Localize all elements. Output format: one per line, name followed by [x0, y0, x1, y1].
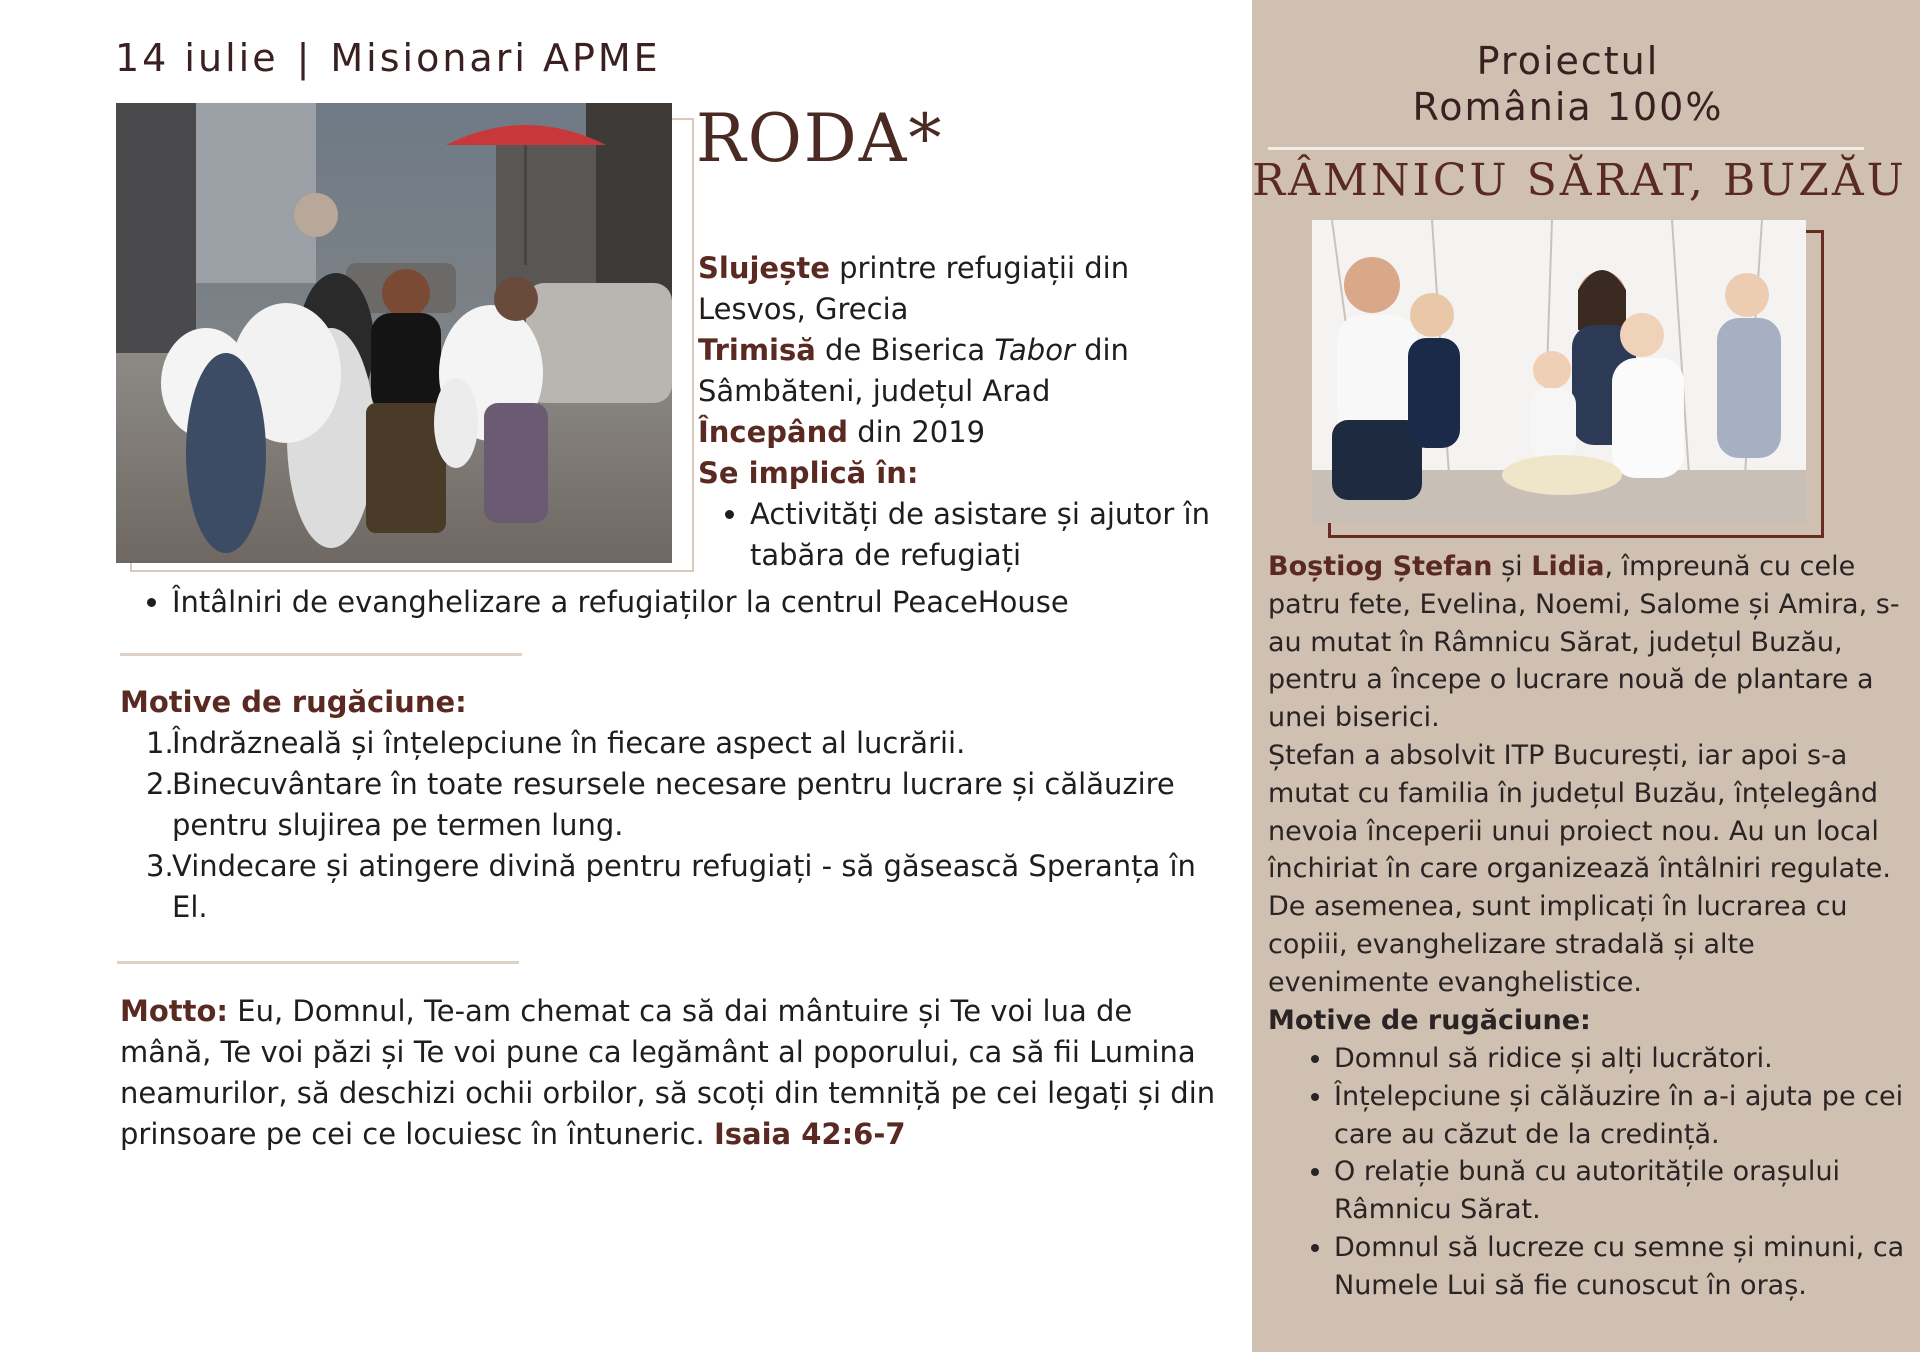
prayer-list [146, 723, 1232, 928]
divider [1268, 147, 1864, 150]
header-separator: | [296, 36, 313, 80]
conjunction: și [1492, 551, 1532, 582]
involved-label: Se implică în: [698, 456, 919, 490]
prayer-title: Motive de rugăciune: [120, 685, 467, 719]
prayer-item [146, 723, 1232, 764]
motto [120, 991, 1230, 1155]
project-title-line-1: Proiectul [1476, 39, 1660, 83]
family-description [1268, 548, 1908, 1002]
missionary-name: RODA* [696, 100, 944, 177]
start-year: din 2019 [848, 415, 986, 449]
photo-illustration [116, 103, 672, 563]
item-number: 3. [146, 849, 174, 883]
item-number: 2. [146, 767, 174, 801]
prayer-item: • O relație bună cu autoritățile orașului Râmnicu Sărat. [1334, 1153, 1920, 1229]
divider [120, 653, 522, 656]
project-panel [1252, 0, 1920, 1352]
missionary-name-1: Boștiog Ștefan [1268, 551, 1493, 582]
prayer-item-text: Îndrăzneală și înțelepciune în fiecare aspect al lucrării. [172, 726, 966, 760]
prayer-item [146, 764, 1232, 846]
involved-list-continued [138, 582, 1252, 623]
item-number: 1. [146, 726, 174, 760]
family-photo [1312, 220, 1806, 523]
sent-text-end: din [1074, 333, 1129, 367]
page-header [115, 36, 661, 80]
prayer-item [146, 846, 1232, 928]
description-text-2: Ștefan a absolvit ITP București, iar apoi s-a mutat cu familia în județul Buzău, înțelegând nevoia începerii unui proiect nou. Au un local închiriat în care organizează întâlniri regulate. De asemenea, sunt implicați în lucrarea cu copiii, evanghelizare stradală și alte evenimente evanghelistice. [1268, 739, 1891, 998]
sent-location: Sâmbăteni, județul Arad [698, 374, 1051, 408]
prayer-item: • Înțelepciune și călăuzire în a-i ajuta pe cei care au căzut de la credință. [1334, 1078, 1920, 1154]
prayer-item: • Domnul să ridice și alți lucrători. [1334, 1040, 1920, 1078]
divider [117, 961, 519, 964]
church-name: Tabor [994, 333, 1075, 367]
description-text: , împreună cu cele patru fete, Evelina, Noemi, Salome și Amira, s-au mutat în Râmnicu Sărat, județul Buzău, pentru a începe o lucrare nouă de plantare a unei biserici. [1268, 551, 1900, 734]
city-title: RÂMNICU SĂRAT, BUZĂU [1252, 155, 1907, 206]
prayer-item-text: Binecuvântare în toate resursele necesare pentru lucrare și călăuzire pentru slujirea pe termen lung. [172, 767, 1175, 842]
motto-text: Eu, Domnul, Te-am chemat ca să dai mântuire și Te voi lua de mână, Te voi păzi și Te voi pune ca legământ al poporului, ca să fii Lumina neamurilor, să deschizi ochii orbilor, să scoți din temniță pe cei legați și din prinsoare pe cei ce locuiesc în întuneric. [120, 994, 1216, 1151]
prayer-title: Motive de rugăciune: [1268, 1005, 1591, 1036]
list-item: • Întâlniri de evanghelizare a refugiaților la centrul PeaceHouse [172, 582, 1252, 623]
involved-list [698, 494, 1218, 576]
sent-text: de Biserica [815, 333, 995, 367]
prayer-list [1300, 1040, 1920, 1305]
project-title-line-2: România 100% [1412, 85, 1724, 129]
date: 14 iulie [115, 36, 279, 80]
start-label: Începând [698, 415, 849, 449]
serves-label: Slujește [698, 251, 830, 285]
prayer-item: • Domnul să lucreze cu semne și minuni, ca Numele Lui să fie cunoscut în oraș. [1334, 1229, 1920, 1305]
list-item: • Activități de asistare și ajutor în tabăra de refugiați [750, 494, 1218, 576]
refugees-street-photo [116, 103, 672, 563]
motto-label: Motto: [120, 994, 229, 1028]
photo-illustration [1312, 220, 1806, 523]
serves-location: Lesvos, Grecia [698, 292, 909, 326]
sent-label: Trimisă [698, 333, 816, 367]
serves-text: printre refugiații din [829, 251, 1130, 285]
missionary-info [698, 248, 1218, 576]
motto-reference: Isaia 42:6-7 [714, 1117, 906, 1151]
prayer-item-text: Vindecare și atingere divină pentru refugiați - să găsească Speranța în El. [172, 849, 1196, 924]
project-title [1252, 38, 1884, 130]
missionary-name-2: Lidia [1531, 551, 1605, 582]
section-title: Misionari APME [330, 36, 661, 80]
